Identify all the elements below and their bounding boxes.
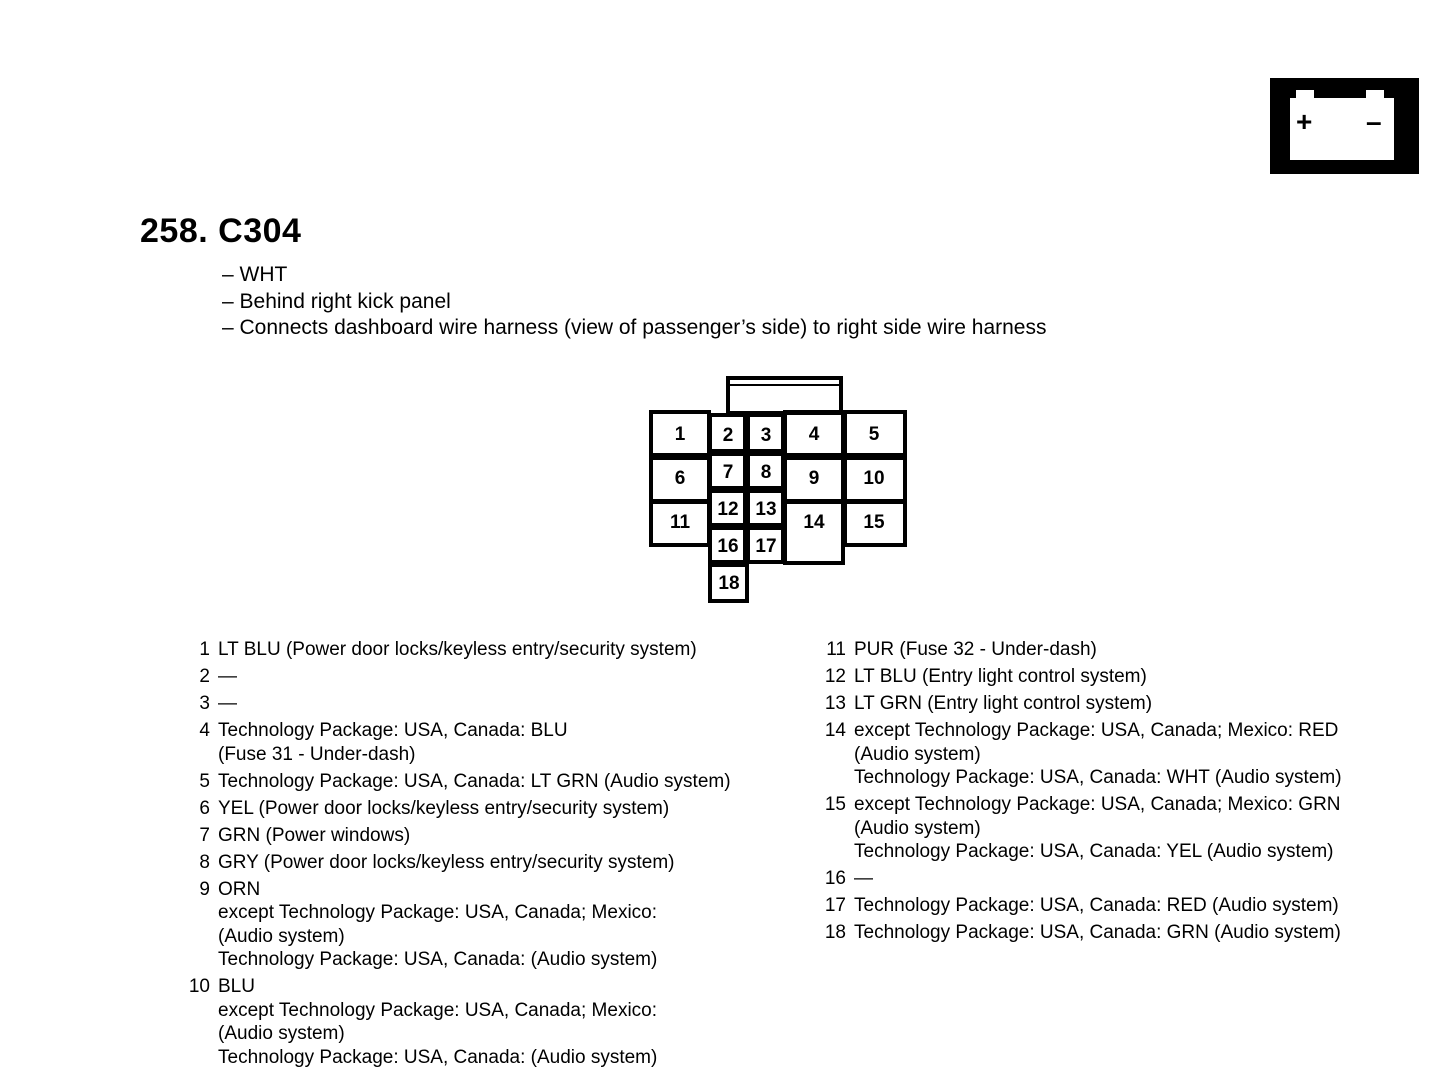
pin-desc-line: LT GRN (Entry light control system) bbox=[854, 693, 1153, 714]
page-title bbox=[140, 212, 301, 251]
pin-list-right bbox=[816, 638, 1342, 948]
pin-entry bbox=[180, 797, 731, 821]
pin-desc-line: (Audio system) bbox=[854, 743, 981, 765]
pin-entry bbox=[816, 867, 1342, 891]
pin-desc-line: GRY (Power door locks/keyless entry/security system) bbox=[218, 851, 675, 873]
pin-entry bbox=[816, 665, 1342, 689]
pin-desc-line: Technology Package: USA, Canada: BLU bbox=[218, 720, 568, 741]
battery-icon bbox=[1270, 78, 1419, 174]
pin-cell-7 bbox=[710, 454, 745, 488]
minus-sign: – bbox=[1366, 106, 1382, 137]
pin-desc-line: — bbox=[218, 666, 237, 687]
pin-entry bbox=[180, 770, 731, 794]
pin-desc-line: Technology Package: USA, Canada: (Audio system) bbox=[218, 949, 658, 970]
description-line: – Behind right kick panel bbox=[222, 289, 451, 313]
section-number: 258. bbox=[140, 212, 209, 250]
pin-desc-line: GRN (Power windows) bbox=[218, 824, 411, 846]
pin-cell-11 bbox=[651, 502, 709, 545]
pin-entry bbox=[816, 692, 1342, 716]
pin-entry bbox=[180, 878, 731, 972]
pin-label: 11 bbox=[669, 512, 691, 533]
pin-label: 12 bbox=[717, 499, 739, 520]
battery-body bbox=[1290, 98, 1394, 160]
pin-label: 16 bbox=[717, 536, 739, 557]
pin-number: 8 bbox=[199, 851, 210, 873]
pin-cell-4 bbox=[785, 412, 843, 455]
pin-cell-14 bbox=[785, 502, 843, 563]
pin-label: 10 bbox=[863, 468, 885, 489]
pin-desc-line: except Technology Package: USA, Canada; Mexico: bbox=[218, 902, 658, 923]
pin-desc-line: Technology Package: USA, Canada: GRN (Audio system) bbox=[854, 922, 1341, 943]
pin-list-left bbox=[180, 638, 731, 1073]
pin-number: 6 bbox=[199, 797, 210, 819]
pin-number: 10 bbox=[188, 976, 210, 997]
pin-desc-line: except Technology Package: USA, Canada; Mexico: bbox=[218, 999, 658, 1021]
pin-label: 14 bbox=[803, 512, 825, 533]
pin-desc-line: except Technology Package: USA, Canada; Mexico: RED bbox=[854, 720, 1339, 741]
pin-label: 13 bbox=[755, 499, 777, 520]
pin-label: 7 bbox=[722, 462, 734, 483]
description-line: – Connects dashboard wire harness (view of passenger’s side) to right side wire harness bbox=[222, 316, 1047, 339]
pin-cell-3 bbox=[748, 415, 783, 451]
plus-sign: + bbox=[1296, 106, 1313, 137]
pin-entry bbox=[180, 665, 731, 689]
pin-number: 12 bbox=[824, 666, 846, 687]
pin-entry bbox=[180, 719, 731, 766]
pin-entry bbox=[816, 719, 1342, 790]
connector-description bbox=[222, 262, 1046, 342]
connector-lock-tab bbox=[728, 378, 841, 413]
pin-cell-5 bbox=[845, 412, 905, 455]
pin-number: 3 bbox=[199, 693, 210, 714]
pin-cell-10 bbox=[845, 458, 905, 501]
pin-entry bbox=[816, 638, 1342, 662]
pin-desc-line: (Fuse 31 - Under-dash) bbox=[218, 743, 416, 765]
pin-desc-line: — bbox=[218, 693, 237, 714]
pin-desc-line: Technology Package: USA, Canada: WHT (Audio system) bbox=[854, 767, 1342, 788]
pin-label: 6 bbox=[674, 468, 686, 489]
pin-entry bbox=[816, 793, 1342, 864]
connector-id: C304 bbox=[218, 212, 302, 250]
negative-terminal bbox=[1366, 90, 1384, 98]
pin-number: 17 bbox=[824, 895, 846, 916]
pin-entry bbox=[180, 692, 731, 716]
pin-number: 16 bbox=[824, 868, 846, 889]
pin-cell-13 bbox=[748, 491, 783, 525]
pin-cell-2 bbox=[710, 415, 745, 451]
pin-label: 15 bbox=[863, 512, 885, 533]
pin-desc-line: ORN bbox=[218, 878, 261, 900]
pin-label: 4 bbox=[808, 424, 820, 445]
description-line: – WHT bbox=[222, 263, 288, 286]
pin-cell-12 bbox=[710, 491, 745, 525]
pin-cell-8 bbox=[748, 454, 783, 488]
pin-label: 18 bbox=[718, 573, 740, 594]
pin-entry bbox=[180, 851, 731, 875]
pin-entry bbox=[816, 894, 1342, 918]
pin-label: 9 bbox=[808, 468, 820, 489]
pin-number: 9 bbox=[199, 878, 210, 900]
pin-cell-9 bbox=[785, 458, 843, 501]
pin-desc-line: except Technology Package: USA, Canada; Mexico: GRN bbox=[854, 794, 1341, 815]
pin-cell-15 bbox=[845, 502, 905, 545]
pin-entry bbox=[180, 638, 731, 662]
pin-label: 2 bbox=[722, 425, 734, 446]
pin-number: 7 bbox=[199, 824, 210, 846]
pin-desc-line: Technology Package: USA, Canada: (Audio system) bbox=[218, 1046, 658, 1068]
pin-cell-17 bbox=[748, 528, 783, 562]
pin-number: 4 bbox=[199, 720, 210, 741]
pin-entry bbox=[816, 921, 1342, 945]
pin-number: 1 bbox=[199, 639, 210, 660]
pin-desc-line: Technology Package: USA, Canada: RED (Audio system) bbox=[854, 895, 1339, 916]
pin-desc-line: LT BLU (Power door locks/keyless entry/security system) bbox=[218, 639, 697, 660]
pin-label: 1 bbox=[674, 424, 686, 445]
pin-entry bbox=[180, 824, 731, 848]
pin-number: 5 bbox=[199, 770, 210, 792]
positive-terminal bbox=[1296, 90, 1314, 98]
pin-label: 8 bbox=[760, 462, 772, 483]
pin-desc-line: PUR (Fuse 32 - Under-dash) bbox=[854, 639, 1097, 660]
pin-desc-line: BLU bbox=[218, 976, 255, 997]
pin-cell-1 bbox=[651, 412, 709, 455]
pin-number: 13 bbox=[824, 693, 846, 714]
pin-label: 5 bbox=[868, 424, 880, 445]
pin-number: 11 bbox=[826, 639, 846, 660]
pin-cell-18 bbox=[710, 565, 747, 601]
pin-cell-6 bbox=[651, 458, 709, 501]
pin-desc-line: Technology Package: USA, Canada: LT GRN (Audio system) bbox=[218, 770, 731, 792]
pin-label: 17 bbox=[755, 536, 777, 557]
pin-desc-line: (Audio system) bbox=[218, 1023, 345, 1044]
pin-entry bbox=[180, 975, 731, 1069]
pin-label: 3 bbox=[760, 425, 772, 446]
pin-number: 15 bbox=[824, 794, 846, 815]
pin-number: 14 bbox=[824, 720, 846, 741]
pin-desc-line: YEL (Power door locks/keyless entry/security system) bbox=[218, 797, 670, 819]
pin-number: 2 bbox=[199, 666, 210, 687]
pin-desc-line: — bbox=[854, 868, 873, 889]
pin-desc-line: (Audio system) bbox=[854, 817, 981, 839]
pin-number: 18 bbox=[824, 922, 846, 943]
pin-desc-line: Technology Package: USA, Canada: YEL (Audio system) bbox=[854, 841, 1334, 862]
pin-desc-line: (Audio system) bbox=[218, 925, 345, 947]
pin-desc-line: LT BLU (Entry light control system) bbox=[854, 666, 1147, 687]
pin-cell-16 bbox=[710, 528, 745, 562]
